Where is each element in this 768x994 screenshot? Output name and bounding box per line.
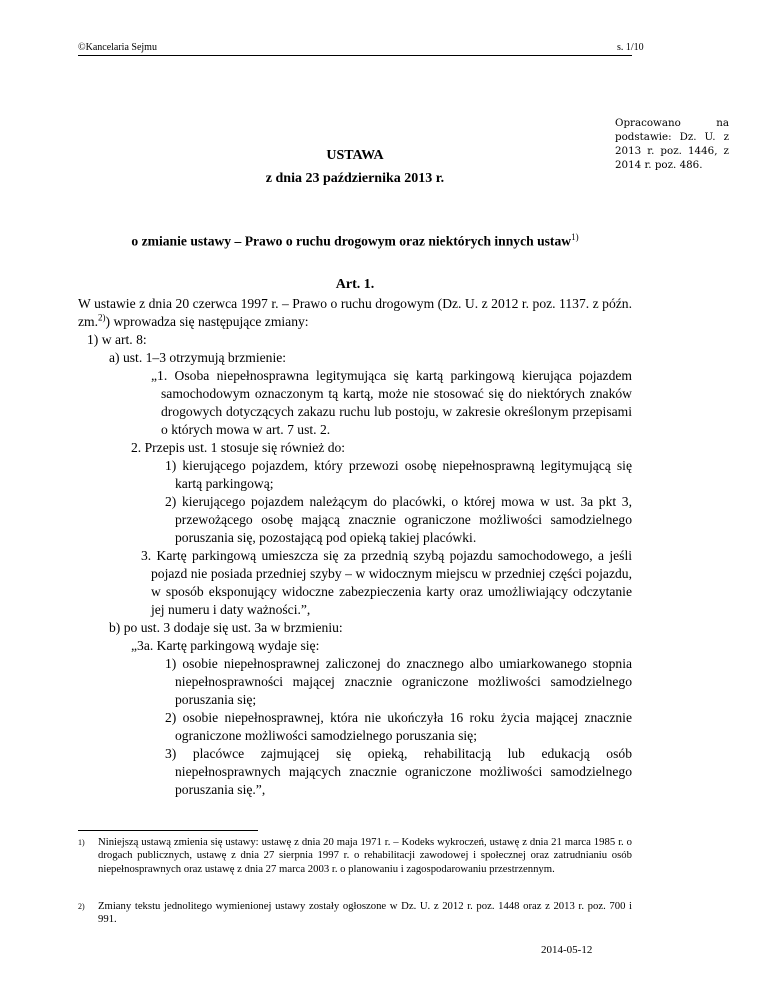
footnote-2 xyxy=(78,900,632,927)
page-number: s. 1/10 xyxy=(617,42,644,53)
header-rule xyxy=(78,55,632,56)
side-note: Opracowano na podstawie: Dz. U. z 2013 r. poz. 1446, z 2014 r. poz. 486. xyxy=(615,117,729,171)
para-2-item-2: 2) kierującego pojazdem należącym do placówki, o której mowa w ust. 3a pkt 3, przewożącego osobę mającą znacznie ograniczone możliwości samodzielnego poruszania się, pozostającą pod opieką takiej placówki. xyxy=(165,494,632,545)
para-1: „1. Osoba niepełnosprawna legitymująca się kartą parkingową kierująca pojazdem samochodowym oznaczonym tą kartą, może nie stosować się do niektórych znaków drogowych dotyczących zakazu ruchu lub postoju, w zakresie określonym przepisami o których mowa w art. 7 ust. 2. xyxy=(151,368,632,437)
footnote-1-text: Niniejszą ustawą zmienia się ustawy: ustawę z dnia 20 maja 1971 r. – Kodeks wykroczeń, ustawę z dnia 21 marca 1985 r. o drogach publicznych, ustawę z dnia 27 sierpnia 1997 r. o rehabilitacji zawodowej i społecznej oraz zatrudnianiu osób niepełnosprawnych oraz ustawę z dnia 27 marca 2003 r. o planowaniu i zagospodarowaniu przestrzennym. xyxy=(98,836,632,875)
footnote-2-text: Zmiany tekstu jednolitego wymienionej ustawy zostały ogłoszone w Dz. U. z 2012 r. poz. 1448 oraz z 2013 r. poz. 700 i 991. xyxy=(98,900,632,926)
footnote-ref-1[interactable]: 1) xyxy=(571,232,579,242)
para-2-item-1: 1) kierującego pojazdem, który przewozi osobę niepełnosprawną legitymującą się kartą parkingową; xyxy=(165,458,632,491)
header-source: ©Kancelaria Sejmu xyxy=(78,42,157,53)
footnote-ref-2[interactable]: 2) xyxy=(98,312,106,323)
footnote-2-mark: 2) xyxy=(78,902,85,911)
act-date: z dnia 23 października 2013 r. xyxy=(265,171,445,186)
article-intro-text: W ustawie z dnia 20 czerwca 1997 r. – Prawo o ruchu drogowym (Dz. U. z 2012 r. poz. 1137. z późn. zm. xyxy=(78,296,632,329)
article-intro-text-end: ) wprowadza się następujące zmiany: xyxy=(105,314,309,329)
para-3a-item-3: 3) placówce zajmującej się opieką, rehabilitacją lub edukacją osób niepełnosprawnych mających znacznie ograniczone możliwości samodzielnego poruszania się.”, xyxy=(165,746,632,797)
article-body xyxy=(78,295,632,799)
para-3a-item-1: 1) osobie niepełnosprawnej zaliczonej do znacznego albo umiarkowanego stopnia niepełnosprawności mającej znacznie ograniczone możliwości samodzielnego poruszania się; xyxy=(165,656,632,707)
point-1: 1) w art. 8: xyxy=(87,332,147,347)
footer-date: 2014-05-12 xyxy=(541,944,593,956)
footnote-rule xyxy=(78,830,258,831)
footnote-1-mark: 1) xyxy=(78,838,85,847)
act-subject xyxy=(78,232,632,250)
para-2: 2. Przepis ust. 1 stosuje się również do: xyxy=(131,440,346,455)
footnote-1 xyxy=(78,836,632,876)
para-3a: „3a. Kartę parkingową wydaje się: xyxy=(131,638,320,653)
act-subject-text: o zmianie ustawy – Prawo o ruchu drogowym oraz niektórych innych ustaw xyxy=(131,233,572,249)
article-intro xyxy=(78,295,632,331)
article-heading: Art. 1. xyxy=(335,277,375,292)
para-3: 3. Kartę parkingową umieszcza się za przednią szybą pojazdu samochodowego, a jeśli pojazd nie posiada przedniej szyby – w widocznym miejscu w przedniej części pojazdu, w sposób eksponujący widoczne zabezpieczenia karty oraz umożliwiający odczytanie jej numeru i daty ważności.”, xyxy=(141,548,632,617)
act-type: USTAWA xyxy=(326,148,384,163)
para-3a-item-2: 2) osobie niepełnosprawnej, która nie ukończyła 16 roku życia mającej znacznie ograniczone możliwości samodzielnego poruszania się; xyxy=(165,710,632,743)
letter-b: b) po ust. 3 dodaje się ust. 3a w brzmieniu: xyxy=(109,620,343,635)
letter-a: a) ust. 1–3 otrzymują brzmienie: xyxy=(109,350,287,365)
